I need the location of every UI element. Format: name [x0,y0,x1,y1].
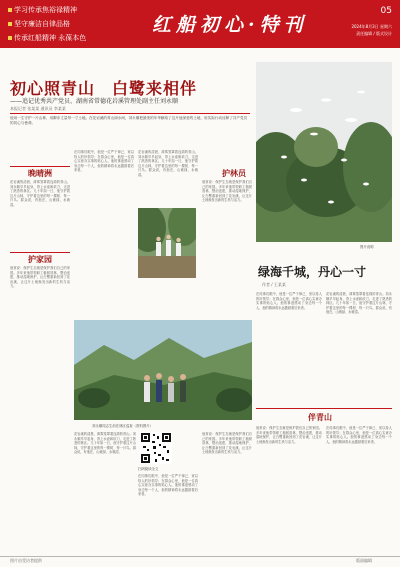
photo-mountain-team [74,320,252,420]
body-text-block: 在同事们眼中，他是一位严于律己、宽以待人的好领导；在群众心里，他是一位真心实意办实事的贴心人。他的事迹感动了身边每一个人，他的精神将永远激励着后来者。 [326,426,392,444]
body-text-block: 在同事们眼中，他是一位严于律己、宽以待人的好领导；在群众心里，他是一位真心实意办实事的贴心人。他的事迹感动了身边每一个人，他的精神将永远激励着后来者。 [138,474,198,497]
qr-code[interactable] [140,432,172,464]
photo-caption-top: 图片说明 [360,245,374,249]
qr-label: 扫码阅读全文 [138,467,159,471]
article-headline: 初心照青山 白鹭来相伴 [10,79,198,98]
body-text-block: 花岩溪的清晨，薄雾笼罩着连绵的青山。刘永顺早早起身，背上水壶和砍刀，走进了熟悉的林区。几十年如一日，他守护着这片山林，守护着这里的每一棵树、每一只鸟。群众说，有他在，山就绿，水就清。 [326,292,392,315]
column-title-2: 护家园 [28,254,52,264]
column-title-1: 晚晴洲 [28,168,52,178]
body-text-block: 在同事们眼中，他是一位严于律己、宽以待人的好领导；在群众心里，他是一位真心实意办实事的贴心人。他的事迹感动了身边每一个人，他的精神将永远激励着后来者。 [256,292,322,310]
headline-rule [10,113,250,114]
column-title-3: 护林员 [222,168,246,178]
photo-caption-bottom: 刘永顺同志生前在林区巡查（资料图片） [92,424,154,428]
masthead-banner [0,0,400,48]
column-rule-2 [10,252,70,253]
body-text-block: 花岩溪的清晨，薄雾笼罩着连绵的青山。刘永顺早早起身，背上水壶和砍刀，走进了熟悉的林区。几十年如一日，他守护着这片山林，守护着这里的每一棵树、每一只鸟。群众说，有他在，山就绿，水就清。 [74,432,136,455]
article-lead: 他用一生守护一片山林，用脚步丈量每一寸土地。在花岩溪的青山绿水间，刘永顺把最美的年华献给了这片他深爱的土地，用实际行动诠释了共产党员的初心与使命。 [10,116,248,125]
body-text-block: 他常说：保护生态就是保护我们自己的家园。多年来他带领职工植树造林，整治违建，推动湿地保护，让白鹭重新回到了花岩溪，让这片土地焕发出新的生机与活力。 [202,432,252,455]
slogan-2: 坚守廉洁自律品格 [8,20,70,29]
photo-forest-group [138,208,196,278]
issue-date: 2024年8月3日 星期六 [351,24,392,29]
page-number: 05 [380,6,392,16]
body-text-block: 在同事们眼中，他是一位严于律己、宽以待人的好领导；在群众心里，他是一位真心实意办实事的贴心人。他的事迹感动了身边每一个人，他的精神将永远激励着后来者。 [74,150,134,173]
body-text-block: 花岩溪的清晨，薄雾笼罩着连绵的青山。刘永顺早早起身，背上水壶和砍刀，走进了熟悉的林区。几十年如一日，他守护着这片山林，守护着这里的每一棵树、每一只鸟。群众说，有他在，山就绿，水就清。 [138,150,198,177]
body-text-block: 他常说：保护生态就是保护我们自己的家园。多年来他带领职工植树造林，整治违建，推动湿地保护，让白鹭重新回到了花岩溪，让这片土地焕发出新的生机与活力。 [10,266,70,289]
photo-birds-trees [256,62,392,242]
body-text-block: 他常说：保护生态就是保护我们自己的家园。多年来他带领职工植树造林，整治违建，推动湿地保护，让白鹭重新回到了花岩溪，让这片土地焕发出新的生机与活力。 [202,180,252,203]
slogan-1: 学习传承焦裕禄精神 [8,6,77,15]
issue-editor: 责任编辑 / 版式设计 [356,31,392,36]
side-story-author: 作者 / 王某某 [262,282,286,287]
body-text-block: 花岩溪的清晨，薄雾笼罩着连绵的青山。刘永顺早早起身，背上水壶和砍刀，走进了熟悉的林区。几十年如一日，他守护着这片山林，守护着这里的每一棵树、每一只鸟。群众说，有他在，山就绿，水就清。 [10,180,70,207]
column-title-5: 伴青山 [308,412,332,422]
footer-rule [0,556,400,557]
footer-right: 版面编辑 [356,558,372,563]
column-rule-1 [10,166,70,167]
side-story-title: 绿海千城，丹心一寸 [258,265,367,279]
article-subtitle: ——追记优秀共产党员、湖南省常德花岩溪管理处副主任刘永顺 [10,98,179,105]
section-rule [256,408,392,409]
body-text-block: 他常说：保护生态就是保护我们自己的家园。多年来他带领职工植树造林，整治违建，推动湿地保护，让白鹭重新回到了花岩溪，让这片土地焕发出新的生机与活力。 [256,426,322,444]
slogan-3: 传承红船精神 永葆本色 [8,34,86,43]
article-byline: 本报记者 张某某 通讯员 李某某 [10,106,66,111]
footer-left: 图片由受访者提供 [10,558,42,563]
masthead-title: 红船初心·特刊 [152,14,308,36]
